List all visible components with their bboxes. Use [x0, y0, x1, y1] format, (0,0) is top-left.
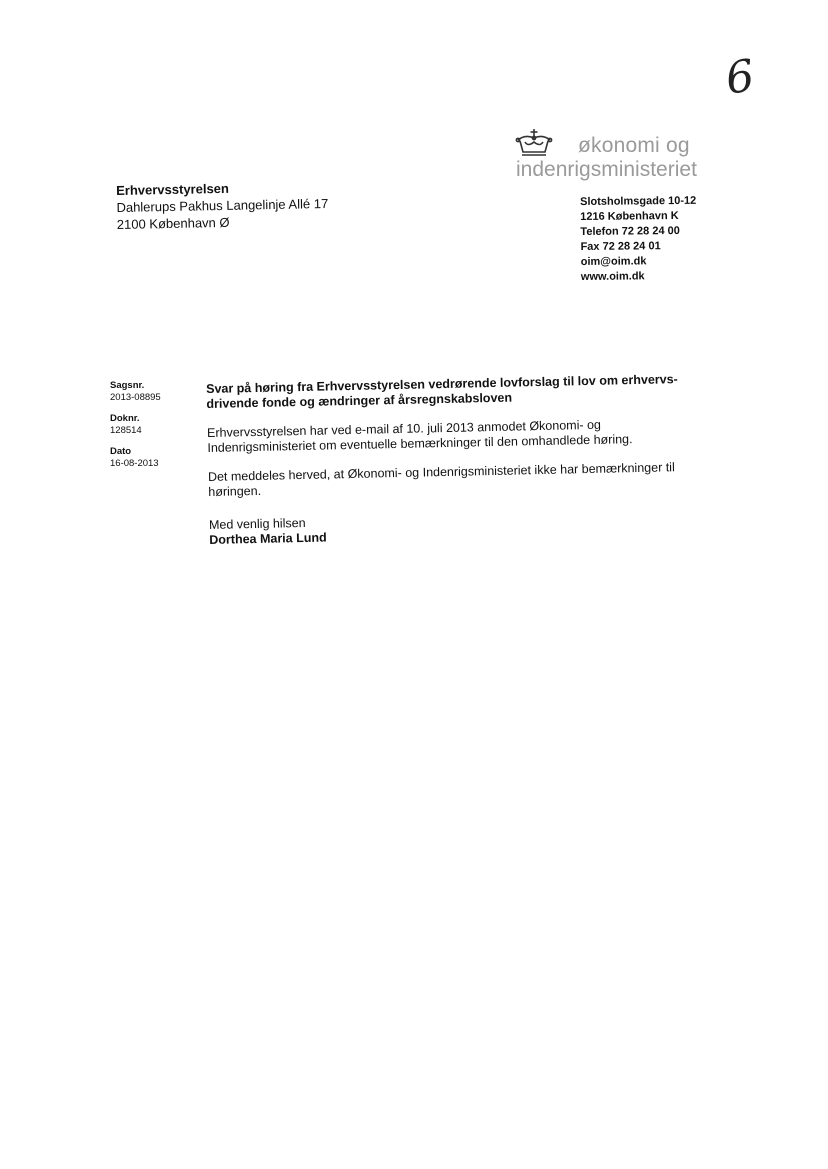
recipient-address-line1: Dahlerups Pakhus Langelinje Allé 17 — [116, 195, 329, 215]
logo-text-line1: økonomi og — [578, 134, 690, 157]
document-number-value: 128514 — [110, 425, 142, 436]
closing-greeting: Med venlig hilsen — [208, 515, 306, 532]
letter-subject: Svar på høring fra Erhvervsstyrelsen vedrørende lovforslag til lov om erhvervs-drivende fonde og ændringer af årsregnskabsloven — [206, 372, 678, 411]
recipient-address-line2: 2100 København Ø — [116, 214, 230, 232]
letter-body — [206, 372, 709, 548]
sender-web: www.oim.dk — [580, 270, 645, 283]
body-paragraph-1: Erhvervsstyrelsen har ved e-mail af 10. juli 2013 anmodet Økonomi- og Indenrigsministeriet om eventuelle bemærkninger til den omhandlede høring. — [206, 417, 633, 455]
recipient-name: Erhvervsstyrelsen — [116, 180, 230, 198]
body-paragraph-2: Det meddeles herved, at Økonomi- og Indenrigsministeriet ikke har bemærkninger til høringen. — [207, 460, 675, 499]
date-value: 16-08-2013 — [110, 458, 159, 469]
signer-name: Dorthea Maria Lund — [209, 530, 327, 547]
sender-address — [580, 194, 697, 285]
document-metadata — [110, 380, 161, 479]
recipient-address — [116, 178, 329, 233]
ministry-logo — [514, 128, 704, 188]
handwritten-page-number: 6 — [722, 50, 758, 105]
case-number-value: 2013-08895 — [110, 392, 161, 403]
logo-text-line2: indenrigsministeriet — [516, 158, 697, 181]
sender-email: oim@oim.dk — [580, 255, 647, 268]
crown-icon — [514, 128, 554, 160]
sender-city: 1216 København K — [580, 209, 679, 223]
sender-phone: Telefon 72 28 24 00 — [580, 224, 680, 238]
document-number-label: Doknr. — [110, 413, 140, 424]
sender-fax: Fax 72 28 24 01 — [580, 240, 661, 253]
sender-street: Slotsholmsgade 10-12 — [580, 194, 697, 208]
case-number-label: Sagsnr. — [110, 380, 145, 391]
date-label: Dato — [110, 446, 132, 457]
